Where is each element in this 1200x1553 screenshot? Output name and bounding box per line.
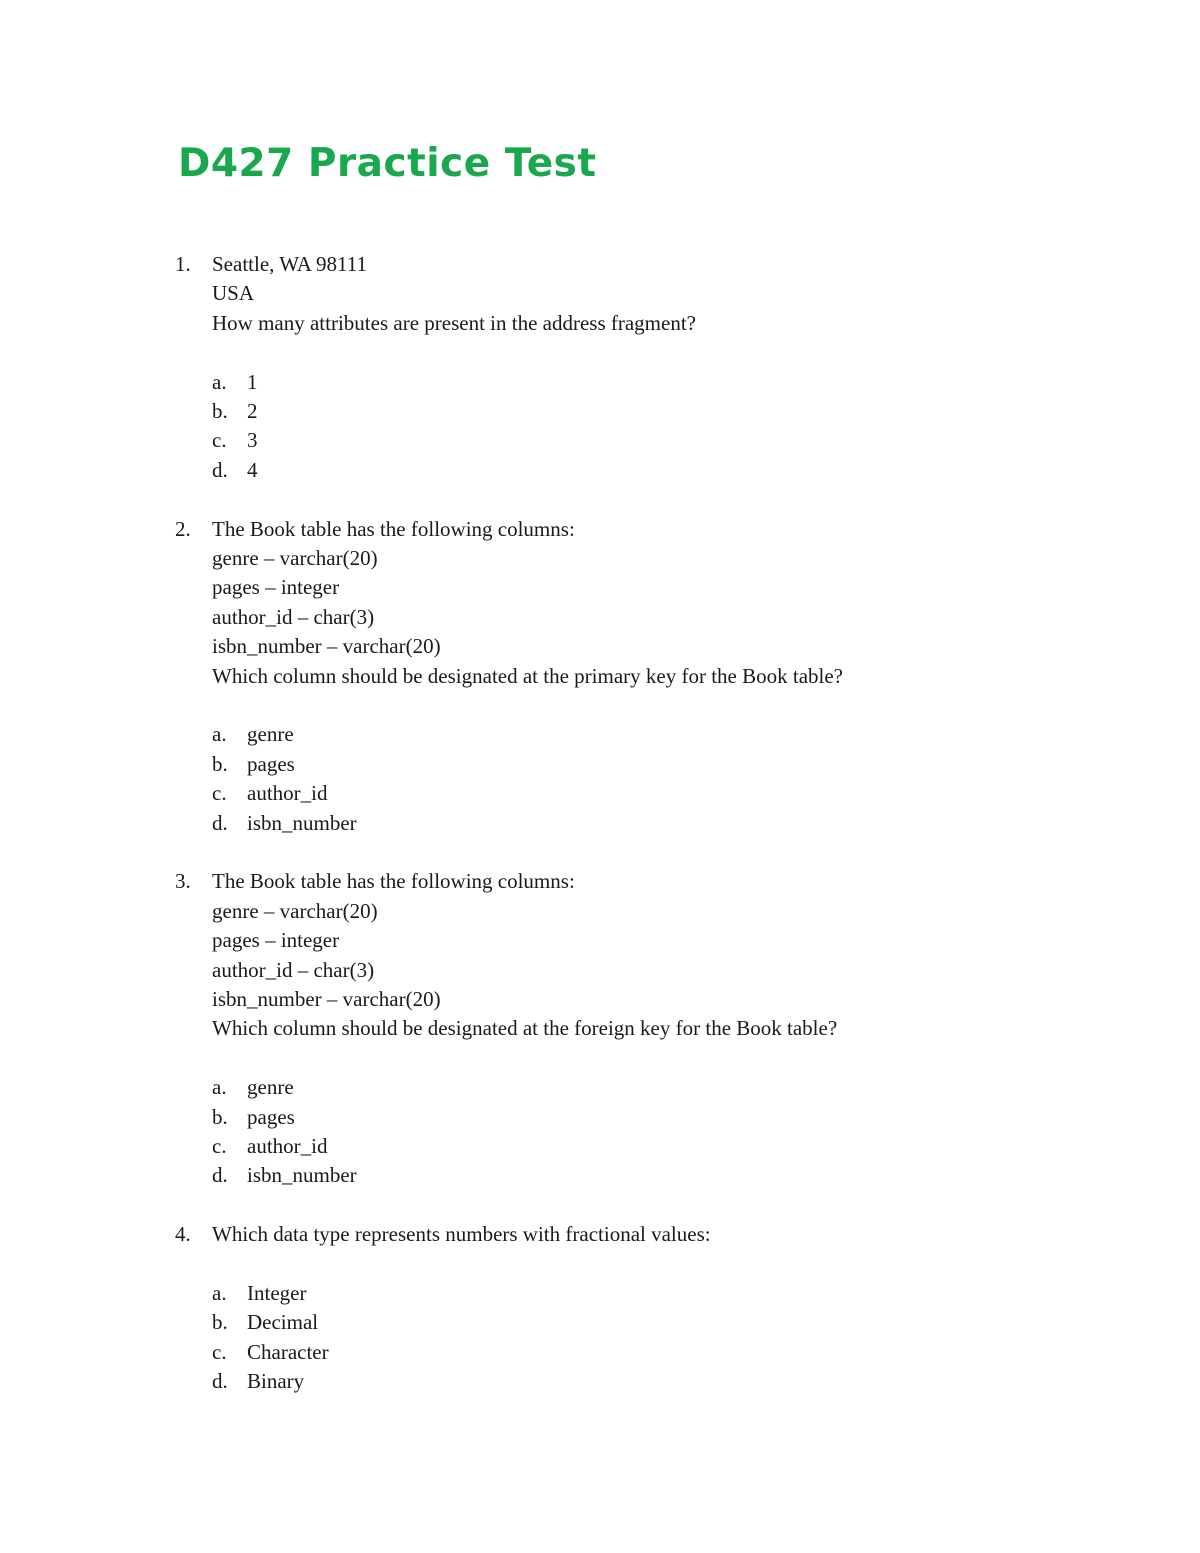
question-text-line: How many attributes are present in the address fragment? — [212, 310, 696, 335]
option-letter: c. — [212, 1339, 227, 1364]
option-text: 3 — [247, 428, 258, 453]
option-letter: d. — [212, 1163, 228, 1188]
answer-option — [0, 426, 1200, 455]
question-text-line: pages – integer — [212, 575, 340, 600]
question-text-line: Which column should be designated at the primary key for the Book table? — [212, 663, 843, 688]
question-text-line: author_id – char(3) — [212, 957, 375, 982]
question-text-line: Which column should be designated at the foreign key for the Book table? — [212, 1016, 838, 1041]
option-letter: c. — [212, 1133, 227, 1158]
question-text-line: The Book table has the following columns: — [212, 869, 575, 894]
option-text: Decimal — [247, 1310, 319, 1335]
question-number: 3. — [175, 869, 191, 894]
question-text-line: genre – varchar(20) — [212, 545, 378, 570]
answer-options — [0, 720, 1200, 838]
option-text: 4 — [247, 457, 258, 482]
answer-option — [0, 750, 1200, 779]
question-text-line: author_id – char(3) — [212, 604, 375, 629]
option-text: 2 — [247, 399, 258, 423]
question-text-line: Which data type represents numbers with fractional values: — [212, 1222, 711, 1247]
question-text-line: isbn_number – varchar(20) — [212, 634, 441, 659]
question-text-line: pages – integer — [212, 928, 340, 953]
option-letter: c. — [212, 428, 227, 453]
option-text: genre — [247, 1075, 294, 1100]
option-text: isbn_number — [247, 810, 357, 835]
option-letter: d. — [212, 457, 228, 482]
answer-option — [0, 368, 1200, 397]
question-text-line: The Book table has the following columns: — [212, 516, 575, 541]
option-letter: b. — [212, 1104, 228, 1129]
option-letter: a. — [212, 722, 227, 747]
option-letter: a. — [212, 369, 227, 394]
question-item — [0, 250, 1200, 485]
option-letter: a. — [212, 1280, 227, 1305]
answer-option — [0, 1308, 1200, 1337]
answer-option — [0, 779, 1200, 808]
answer-options — [0, 368, 1200, 486]
option-text: author_id — [247, 781, 328, 806]
answer-options — [0, 1073, 1200, 1191]
question-text-line: isbn_number – varchar(20) — [212, 986, 441, 1011]
answer-option — [0, 1073, 1200, 1102]
option-letter: c. — [212, 781, 227, 806]
answer-options — [0, 1279, 1200, 1397]
option-text: Character — [247, 1339, 329, 1364]
question-item — [0, 1220, 1200, 1396]
question-number: 4. — [175, 1222, 191, 1247]
question-text-line: USA — [212, 281, 255, 306]
option-text: author_id — [247, 1133, 328, 1158]
question-text-line: genre – varchar(20) — [212, 898, 378, 923]
option-text: pages — [247, 751, 295, 776]
answer-option — [0, 1338, 1200, 1367]
document-title: D427 Practice Test — [178, 141, 597, 186]
question-number: 1. — [175, 252, 191, 276]
answer-option — [0, 1279, 1200, 1308]
option-letter: b. — [212, 399, 228, 423]
option-text: 1 — [247, 369, 258, 394]
answer-option — [0, 1367, 1200, 1396]
question-item — [0, 867, 1200, 1190]
question-list — [0, 250, 1200, 1426]
option-text: pages — [247, 1104, 295, 1129]
option-text: Binary — [247, 1369, 305, 1394]
option-text: genre — [247, 722, 294, 747]
answer-option — [0, 1132, 1200, 1161]
answer-option — [0, 1103, 1200, 1132]
option-letter: d. — [212, 1369, 228, 1394]
option-letter: b. — [212, 1310, 228, 1335]
answer-option — [0, 397, 1200, 426]
option-text: isbn_number — [247, 1163, 357, 1188]
answer-option — [0, 809, 1200, 838]
question-text-line: Seattle, WA 98111 — [212, 252, 367, 276]
option-letter: d. — [212, 810, 228, 835]
question-item — [0, 515, 1200, 838]
question-number: 2. — [175, 516, 191, 541]
option-letter: b. — [212, 751, 228, 776]
option-text: Integer — [247, 1280, 307, 1305]
answer-option — [0, 720, 1200, 749]
answer-option — [0, 456, 1200, 485]
option-letter: a. — [212, 1075, 227, 1100]
answer-option — [0, 1161, 1200, 1190]
